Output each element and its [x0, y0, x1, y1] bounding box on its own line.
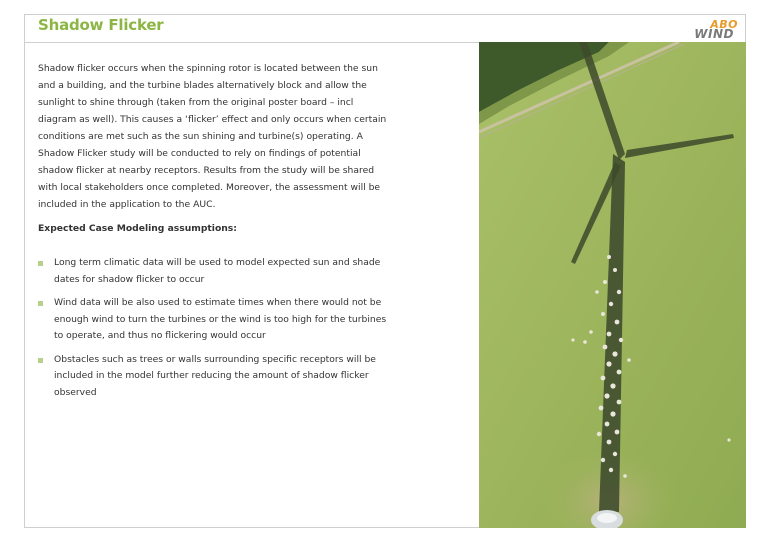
- logo-wind-text: WIND: [694, 27, 734, 41]
- list-item: [38, 352, 398, 402]
- list-item-text: Obstacles such as trees or walls surrounding specific receptors will be included in the model further reducing the amount of shadow flicker observed: [54, 353, 376, 398]
- list-item-text: Long term climatic data will be used to model expected sun and shade dates for shadow flicker to occur: [54, 257, 381, 285]
- turbine-tower-highlight: [597, 513, 617, 523]
- aerial-field-image: [479, 42, 746, 528]
- list-item: [38, 295, 398, 345]
- assumptions-heading: Expected Case Modeling assumptions:: [38, 223, 237, 234]
- intro-paragraph: Shadow flicker occurs when the spinning rotor is located between the sun and a building, and the turbine blades alternatively block and allow the sunlight to shine through (taken from the original poster board – incl diagram as well). This causes a ‘flicker’ effect and only occurs when certain conditions are met such as the sun shining and turbine(s) operating. A Shadow Flicker study will be conducted to rely on findings of potential shadow flicker at nearby receptors. Results from the study will be shared with local stakeholders once completed. Moreover, the assessment will be included in the application to the AUC.: [38, 63, 387, 210]
- list-item-text: Wind data will be also used to estimate times when there would not be enough wind to turn the turbines or the wind is too high for the turbines to operate, and thus no flickering would occur: [54, 297, 387, 341]
- logo-abo-text: ABO: [710, 18, 738, 31]
- bullet-square-icon: [38, 301, 43, 306]
- abo-wind-logo: [688, 18, 738, 40]
- list-item: [38, 255, 398, 288]
- bullet-square-icon: [38, 261, 43, 266]
- page-title: Shadow Flicker: [38, 16, 164, 34]
- turbine-shadow-photo: [479, 42, 746, 528]
- assumptions-list: [38, 255, 398, 408]
- bullet-square-icon: [38, 358, 43, 363]
